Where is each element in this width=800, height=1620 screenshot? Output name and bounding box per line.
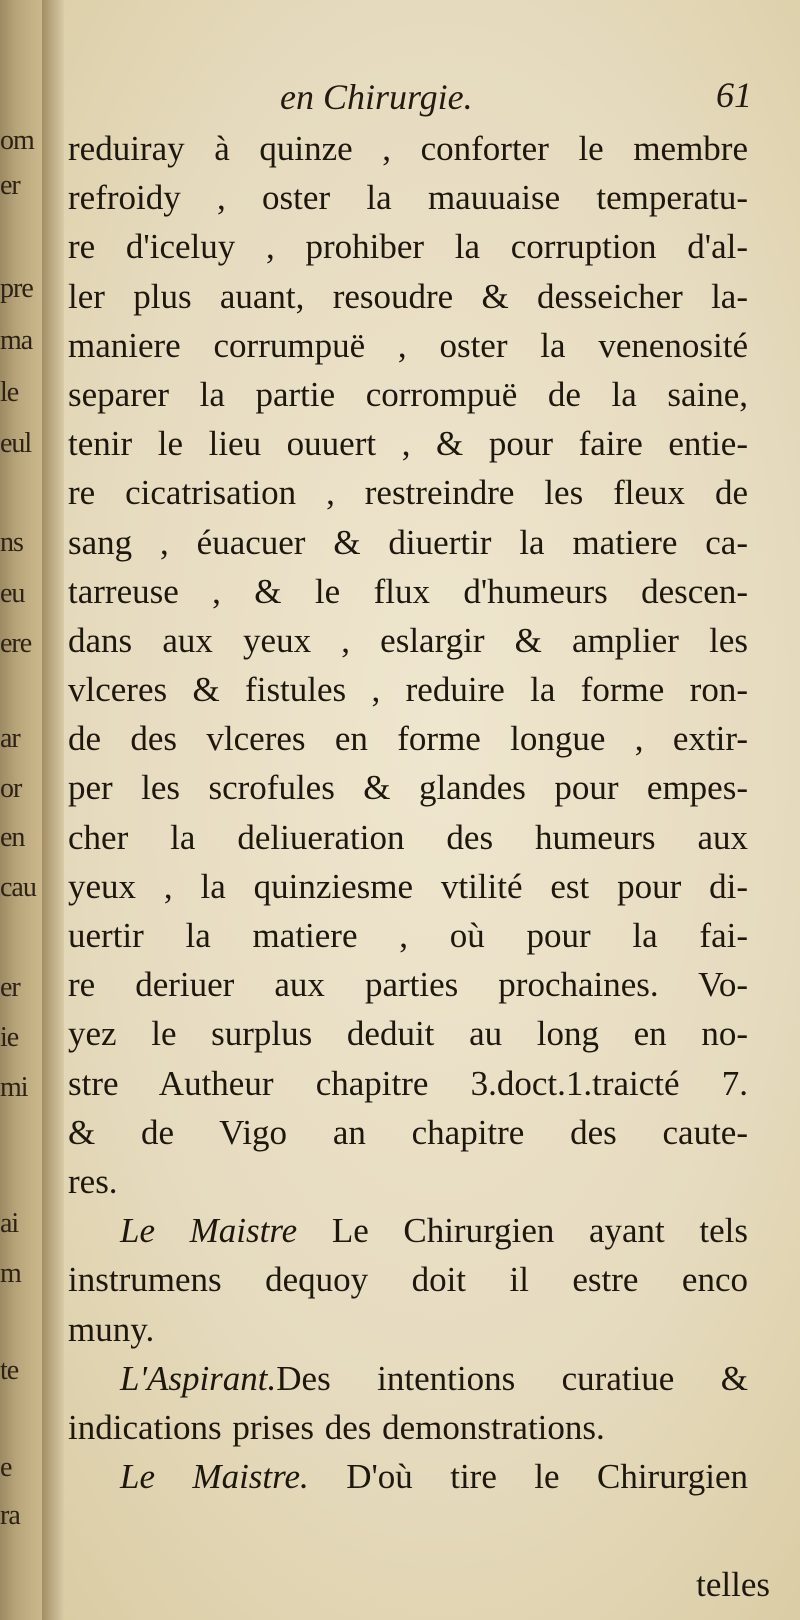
book-gutter [42, 0, 64, 1620]
text-line: re d'iceluy , prohiber la corruption d'al- [68, 227, 748, 267]
margin-fragment: en [0, 822, 25, 853]
text-line: yez le surplus deduit au long en no- [68, 1014, 748, 1054]
text-line: & de Vigo an chapitre des caute- [68, 1112, 748, 1152]
margin-fragment: te [0, 1355, 19, 1386]
text-line: per les scrofules & glandes pour empes- [68, 768, 748, 808]
margin-fragment: le [0, 377, 19, 408]
margin-fragment: e [0, 1452, 12, 1483]
text-line: indications prises des demonstrations. [68, 1407, 605, 1447]
speaker-label: Le Maistre [120, 1211, 298, 1251]
margin-fragment: ai [0, 1208, 19, 1239]
margin-fragment: mi [0, 1072, 28, 1103]
dialogue-line [68, 1206, 748, 1255]
margin-fragment: ma [0, 325, 33, 356]
page-header [0, 72, 800, 122]
running-title: en Chirurgie. [280, 77, 473, 117]
text-line: re deriuer aux parties prochaines. Vo- [68, 965, 748, 1005]
body-text [68, 124, 748, 1501]
margin-fragment: eul [0, 428, 32, 459]
margin-fragment: ra [0, 1500, 20, 1531]
margin-fragment: ie [0, 1022, 19, 1053]
text-line: refroidy , oster la mauuaise temperatu- [68, 178, 748, 218]
margin-fragment: eu [0, 578, 25, 609]
margin-fragment: ns [0, 527, 23, 558]
dialogue-text: Le Chirurgien ayant tels [331, 1211, 748, 1251]
text-line: sang , éuacuer & diuertir la matiere ca- [68, 522, 748, 562]
margin-fragment: m [0, 1258, 21, 1289]
text-line: tenir le lieu ouuert , & pour faire entie- [68, 424, 748, 464]
speaker-label: Le Maistre. [120, 1457, 309, 1497]
text-line: cher la deliueration des humeurs aux [68, 817, 748, 857]
margin-fragment: pre [0, 273, 33, 304]
text-line: muny. [68, 1309, 155, 1349]
dialogue-line [68, 1354, 748, 1403]
page-number: 61 [716, 75, 752, 115]
text-line: ler plus auant, resoudre & desseicher la- [68, 276, 748, 316]
text-line: tarreuse , & le flux d'humeurs descen- [68, 571, 748, 611]
text-line: de des vlceres en forme longue , extir- [68, 719, 748, 759]
margin-fragment: ar [0, 723, 20, 754]
text-line: reduiray à quinze , conforter le membre [68, 129, 748, 168]
text-line: yeux , la quinziesme vtilité est pour di- [68, 866, 748, 906]
text-line: vlceres & fistules , reduire la forme ron- [68, 670, 748, 710]
text-line: maniere corrumpuë , oster la venenosité [68, 325, 748, 365]
margin-fragment: or [0, 773, 22, 804]
margin-fragment: er [0, 170, 20, 201]
catchword: telles [696, 1565, 770, 1604]
dialogue-text: Des intentions curatiue & [276, 1358, 748, 1398]
text-line: re cicatrisation , restreindre les fleux de [68, 473, 748, 513]
dialogue-line [68, 1452, 748, 1501]
dialogue-text: D'où tire le Chirurgien [346, 1457, 748, 1497]
margin-fragment: er [0, 972, 20, 1003]
speaker-label: L'Aspirant. [120, 1358, 277, 1398]
text-line: separer la partie corrompuë de la saine, [68, 374, 748, 414]
text-line: uertir la matiere , où pour la fai- [68, 916, 748, 955]
text-line: instrumens dequoy doit il estre enco [68, 1260, 748, 1300]
text-line: res. [68, 1161, 118, 1201]
margin-fragment: om [0, 125, 34, 156]
previous-page-edge [0, 0, 44, 1620]
text-line: dans aux yeux , eslargir & amplier les [68, 620, 748, 660]
margin-fragment: ere [0, 628, 32, 659]
text-line: stre Autheur chapitre 3.doct.1.traicté 7. [68, 1063, 748, 1103]
margin-fragment: cau [0, 872, 36, 903]
